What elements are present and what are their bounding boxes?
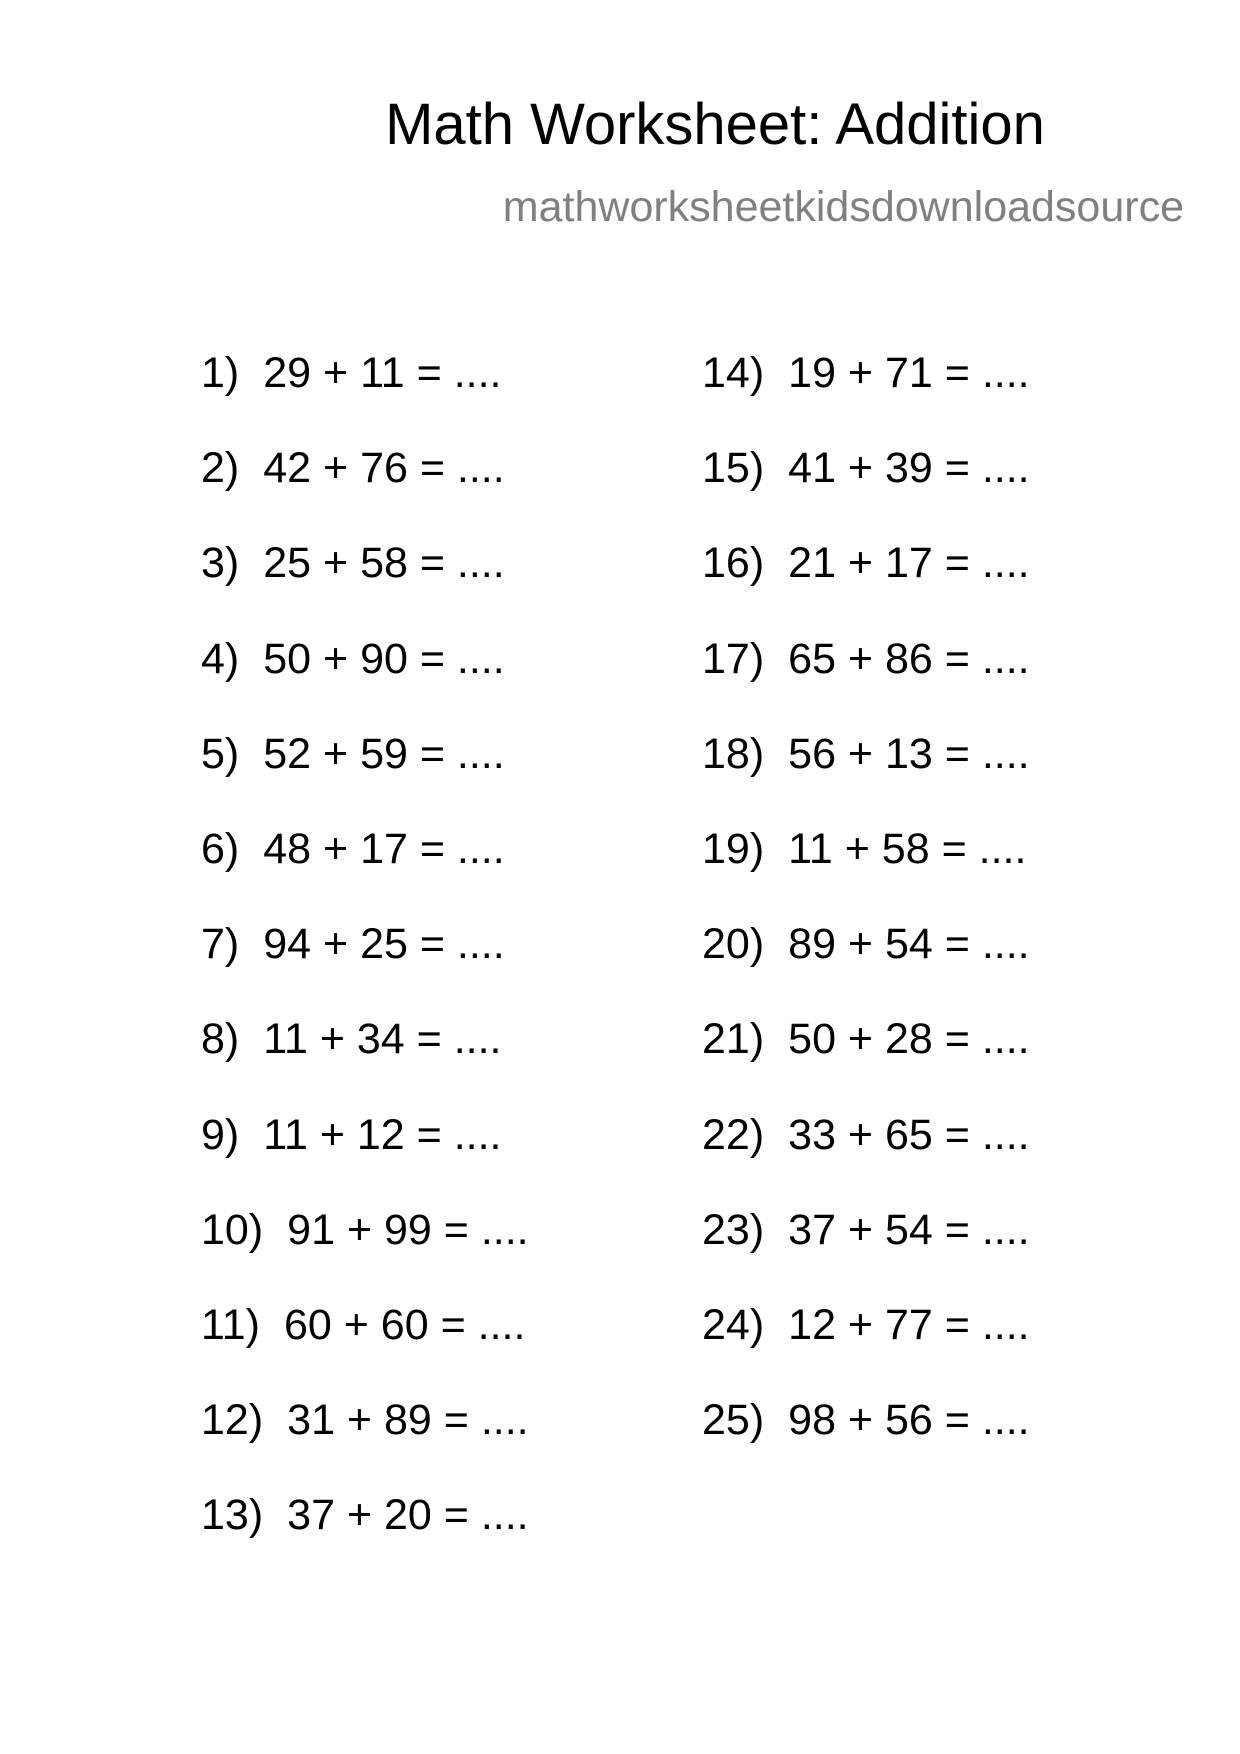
problem-expression: 56 + 13 = .... xyxy=(788,729,1030,778)
problem-number: 15) xyxy=(702,444,765,493)
problems-column-right xyxy=(702,349,1030,1494)
problem-number: 20) xyxy=(702,920,765,969)
problem-item xyxy=(201,1300,529,1399)
problem-number: 2) xyxy=(201,444,240,493)
problem-number: 3) xyxy=(201,539,240,588)
problem-number: 21) xyxy=(702,1015,765,1064)
problem-expression: 33 + 65 = .... xyxy=(788,1110,1030,1159)
problem-item xyxy=(201,634,529,733)
problem-item xyxy=(702,634,1030,733)
problem-item xyxy=(702,539,1030,637)
problem-expression: 29 + 11 = .... xyxy=(263,349,502,397)
problem-item xyxy=(702,824,1030,923)
problem-item xyxy=(201,349,529,447)
worksheet-title: Math Worksheet: Addition xyxy=(385,92,1045,157)
problem-expression: 25 + 58 = .... xyxy=(263,539,505,588)
problem-expression: 19 + 71 = .... xyxy=(788,349,1030,397)
problem-item xyxy=(702,1300,1030,1399)
problem-number: 6) xyxy=(201,824,240,873)
problem-number: 8) xyxy=(201,1015,240,1064)
problem-item xyxy=(201,1110,529,1209)
problem-expression: 52 + 59 = .... xyxy=(263,729,505,778)
problem-item xyxy=(702,920,1030,1018)
problem-item xyxy=(702,1396,1030,1494)
problem-number: 16) xyxy=(702,539,765,588)
problem-expression: 12 + 77 = .... xyxy=(788,1300,1030,1349)
problem-item xyxy=(201,539,529,637)
problem-expression: 11 + 12 = .... xyxy=(263,1110,502,1159)
problem-number: 14) xyxy=(702,349,765,397)
problem-number: 17) xyxy=(702,634,765,683)
problem-number: 7) xyxy=(201,920,240,969)
problem-item xyxy=(201,920,529,1018)
problem-item xyxy=(201,1396,529,1494)
problem-number: 10) xyxy=(201,1205,264,1254)
problem-item xyxy=(201,824,529,923)
problem-expression: 98 + 56 = .... xyxy=(788,1396,1030,1445)
problem-number: 18) xyxy=(702,729,765,778)
problem-number: 23) xyxy=(702,1205,765,1254)
problem-expression: 37 + 20 = .... xyxy=(287,1491,529,1540)
problem-number: 13) xyxy=(201,1491,264,1540)
problem-item xyxy=(702,444,1030,542)
problems-column-left xyxy=(201,349,529,1589)
problem-number: 24) xyxy=(702,1300,765,1349)
problem-item xyxy=(702,349,1030,447)
worksheet-source: mathworksheetkidsdownloadsource xyxy=(502,183,1184,231)
problem-expression: 11 + 34 = .... xyxy=(263,1015,502,1064)
problem-expression: 50 + 28 = .... xyxy=(788,1015,1030,1064)
problem-expression: 21 + 17 = .... xyxy=(788,539,1030,588)
problem-expression: 94 + 25 = .... xyxy=(263,920,505,969)
problem-number: 5) xyxy=(201,729,240,778)
problem-expression: 60 + 60 = .... xyxy=(283,1300,526,1349)
problem-expression: 65 + 86 = .... xyxy=(788,634,1030,683)
problem-item xyxy=(702,1110,1030,1209)
problem-expression: 91 + 99 = .... xyxy=(287,1205,529,1254)
problem-item xyxy=(201,729,529,828)
problem-item xyxy=(201,1205,529,1304)
problem-expression: 31 + 89 = .... xyxy=(287,1396,529,1445)
problem-item xyxy=(702,1205,1030,1304)
problem-item xyxy=(201,1015,529,1113)
problem-number: 12) xyxy=(201,1396,264,1445)
problem-expression: 89 + 54 = .... xyxy=(788,920,1030,969)
problem-expression: 41 + 39 = .... xyxy=(788,444,1030,493)
problem-number: 4) xyxy=(201,634,240,683)
problem-expression: 48 + 17 = .... xyxy=(263,824,505,873)
problem-expression: 50 + 90 = .... xyxy=(263,634,505,683)
problem-number: 25) xyxy=(702,1396,765,1445)
problem-number: 9) xyxy=(201,1110,240,1159)
problem-expression: 37 + 54 = .... xyxy=(788,1205,1030,1254)
problem-item xyxy=(201,1491,529,1589)
problem-number: 19) xyxy=(702,824,765,873)
problem-number: 11) xyxy=(201,1300,260,1349)
problem-number: 22) xyxy=(702,1110,765,1159)
problem-item xyxy=(702,729,1030,828)
problem-item xyxy=(702,1015,1030,1113)
problem-item xyxy=(201,444,529,542)
problem-number: 1) xyxy=(201,349,240,397)
problem-expression: 11 + 58 = .... xyxy=(788,824,1027,873)
problem-expression: 42 + 76 = .... xyxy=(263,444,505,493)
